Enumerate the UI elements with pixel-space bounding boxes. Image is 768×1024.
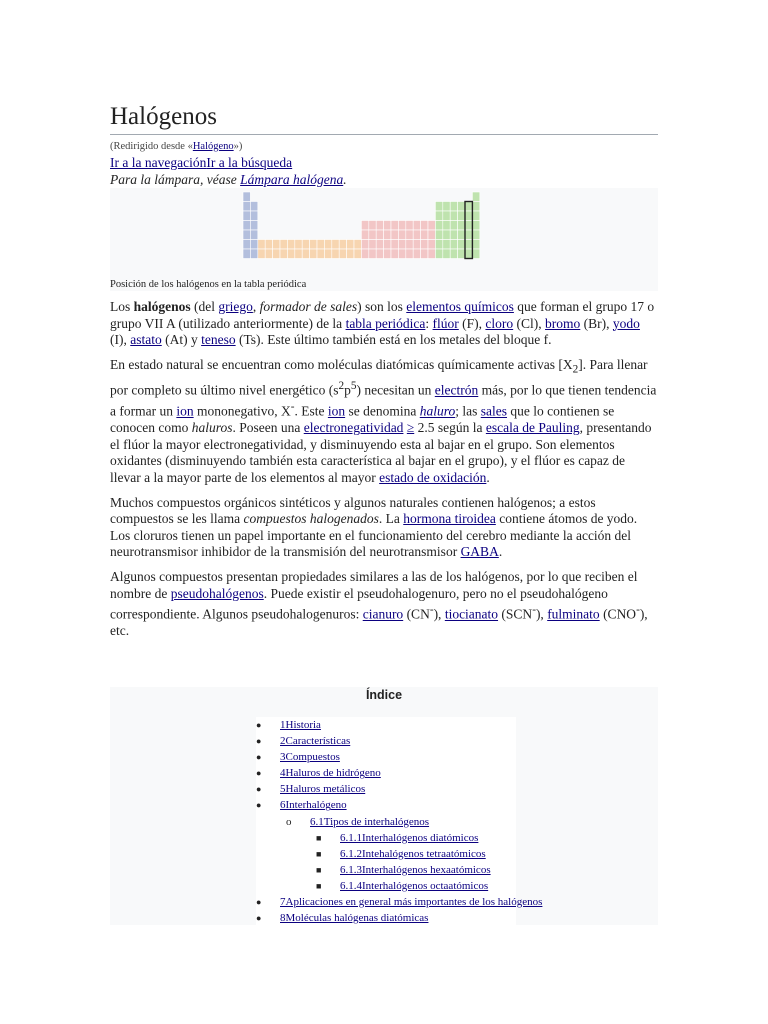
ptable-cell-s bbox=[250, 230, 257, 240]
ptable-cell-p bbox=[458, 230, 465, 240]
toc-link[interactable]: 6.1.3Interhalógenos hexaatómicos bbox=[340, 863, 491, 876]
toc-item[interactable] bbox=[256, 830, 516, 846]
ptable-cell-p bbox=[458, 221, 465, 231]
ptable-cell-p bbox=[465, 240, 472, 250]
table-of-contents bbox=[110, 687, 658, 925]
toc-item[interactable] bbox=[256, 717, 516, 733]
toc-bullet: ● bbox=[256, 736, 262, 747]
redirect-link[interactable]: Halógeno bbox=[192, 141, 234, 152]
toc-item[interactable] bbox=[256, 814, 516, 830]
jump-links bbox=[110, 155, 292, 171]
ptable-cell-d bbox=[376, 240, 383, 250]
ptable-cell-f bbox=[280, 249, 287, 259]
ptable-cell-d bbox=[391, 230, 398, 240]
ptable-cell-f bbox=[317, 240, 324, 250]
ptable-cell-p bbox=[465, 211, 472, 221]
toc-list bbox=[256, 717, 543, 926]
ptable-cell-d bbox=[369, 230, 376, 240]
link-ion[interactable]: ion bbox=[176, 403, 194, 419]
link-elementos-quimicos[interactable]: elementos químicos bbox=[406, 299, 514, 314]
ptable-cell-d bbox=[391, 240, 398, 250]
toc-item[interactable] bbox=[256, 862, 516, 878]
toc-bullet: ● bbox=[256, 897, 262, 908]
ptable-cell-f bbox=[354, 249, 361, 259]
ptable-cell-s bbox=[243, 192, 250, 202]
link-teneso[interactable]: teneso bbox=[201, 332, 236, 348]
ptable-cell-p bbox=[450, 221, 457, 231]
ptable-cell-d bbox=[406, 230, 413, 240]
link-tiocianato[interactable]: tiocianato bbox=[444, 606, 499, 622]
ptable-cell-f bbox=[324, 240, 331, 250]
toc-item[interactable] bbox=[256, 846, 516, 862]
toc-bullet: ■ bbox=[316, 880, 322, 891]
ptable-cell-p bbox=[465, 230, 472, 240]
ptable-cell-d bbox=[421, 221, 428, 231]
toc-link[interactable]: 6.1.2Intehalógenos tetraatómicos bbox=[340, 847, 486, 860]
jump-to-search-link[interactable]: Ir a la búsqueda bbox=[206, 155, 293, 170]
paragraph-intro: Los halógenos (del griego, formador de sales) son los elementos químicos que forman el grupo 17 o grupo VII A (utilizado anteriormente) de la tabla periódica: flúor (F), cloro (Cl), bromo (Br), yodo (I), astato (At) y teneso (Ts). Este último también está en los metales del bloque f. bbox=[110, 299, 655, 348]
periodic-table-image[interactable] bbox=[110, 188, 658, 278]
ptable-cell-d bbox=[398, 249, 405, 259]
toc-link[interactable]: 6.1.1Interhalógenos diatómicos bbox=[340, 831, 479, 844]
ptable-cell-s bbox=[250, 211, 257, 221]
toc-bullet: ● bbox=[256, 752, 262, 763]
ptable-cell-d bbox=[384, 230, 391, 240]
ptable-cell-d bbox=[376, 230, 383, 240]
ptable-cell-p bbox=[472, 192, 479, 202]
ptable-cell-p bbox=[443, 240, 450, 250]
ptable-cell-p bbox=[435, 202, 442, 212]
toc-item[interactable] bbox=[256, 878, 516, 894]
ptable-cell-p bbox=[472, 221, 479, 231]
ptable-cell-d bbox=[428, 240, 435, 250]
link-geq[interactable]: ≥ bbox=[406, 420, 415, 436]
ptable-cell-d bbox=[413, 240, 420, 250]
ptable-cell-d bbox=[384, 221, 391, 231]
ptable-cell-f bbox=[354, 240, 361, 250]
toc-link[interactable]: 6.1.4Interhalógenos octaatómicos bbox=[340, 879, 489, 892]
toc-link[interactable]: 7Aplicaciones en general más importantes de los halógenos bbox=[280, 896, 543, 909]
ptable-cell-p bbox=[458, 240, 465, 250]
ptable-cell-p bbox=[443, 221, 450, 231]
toc-item[interactable] bbox=[256, 797, 516, 813]
link-sales[interactable]: sales bbox=[480, 403, 508, 419]
ptable-cell-f bbox=[273, 249, 280, 259]
toc-bullet: ● bbox=[256, 784, 262, 795]
toc-link[interactable]: 3Compuestos bbox=[280, 751, 340, 764]
ptable-cell-s bbox=[243, 230, 250, 240]
ptable-cell-p bbox=[443, 202, 450, 212]
ptable-cell-p bbox=[450, 230, 457, 240]
ptable-cell-f bbox=[317, 249, 324, 259]
article-body bbox=[110, 299, 658, 648]
toc-bullet: ● bbox=[256, 913, 262, 924]
redirect-notice: (Redirigido desde «Halógeno») bbox=[110, 141, 243, 152]
toc-item[interactable] bbox=[256, 894, 543, 910]
ptable-cell-p bbox=[458, 249, 465, 259]
ptable-cell-d bbox=[413, 230, 420, 240]
ptable-cell-p bbox=[472, 240, 479, 250]
ptable-cell-f bbox=[265, 240, 272, 250]
ptable-cell-d bbox=[391, 249, 398, 259]
ptable-cell-d bbox=[398, 230, 405, 240]
ptable-cell-d bbox=[376, 249, 383, 259]
ptable-cell-d bbox=[361, 230, 368, 240]
link-cloro[interactable]: cloro bbox=[485, 315, 514, 331]
toc-bullet: ● bbox=[256, 720, 262, 730]
ptable-cell-f bbox=[258, 240, 265, 250]
ptable-cell-d bbox=[384, 240, 391, 250]
page-title: Halógenos bbox=[110, 102, 658, 135]
ptable-cell-f bbox=[332, 249, 339, 259]
ptable-cell-p bbox=[450, 240, 457, 250]
ptable-cell-f bbox=[324, 249, 331, 259]
ptable-cell-p bbox=[450, 211, 457, 221]
ptable-cell-p bbox=[435, 240, 442, 250]
paragraph-pseudohalogens: Algunos compuestos presentan propiedades similares a las de los halógenos, por lo que reciben el nombre de pseudohalógenos. Puede existir el pseudohalogenuro, pero no el pseudohalógeno correspondiente. Algunos pseudohalogenuros: cianuro (CN-), tiocianato (SCN-), fulminato (CNO-), etc. bbox=[110, 569, 648, 639]
paragraph-compounds: Muchos compuestos orgánicos sintéticos y algunos naturales contienen halógenos; a estos compuestos se les llama compuestos halogenados. La hormona tiroidea contiene átomos de yodo. Los cloruros tienen un papel importante en el funcionamiento del cerebro mediante la acción del neurotransmisor inhibidor de la transmisión del neurotransmisor GABA. bbox=[110, 494, 638, 560]
ptable-cell-d bbox=[428, 230, 435, 240]
hatnote: Para la lámpara, véase Lámpara halógena. bbox=[110, 172, 347, 187]
ptable-cell-d bbox=[391, 221, 398, 231]
ptable-cell-f bbox=[265, 249, 272, 259]
ptable-cell-f bbox=[295, 249, 302, 259]
ptable-cell-s bbox=[250, 202, 257, 212]
ptable-cell-f bbox=[310, 249, 317, 259]
toc-bullet: ■ bbox=[316, 832, 322, 843]
ptable-cell-d bbox=[369, 221, 376, 231]
link-fulminato[interactable]: fulminato bbox=[547, 606, 600, 622]
paragraph-natural-state: En estado natural se encuentran como moléculas diatómicas químicamente activas $[X_2]$. Para llenar por completo su último nivel energético $(s^2p^5)$ necesitan un electrón más, por lo que tienen tendencia a formar un ion mononegativo, X-. Este ion se denomina haluro; las sales que lo contienen se conocen como haluros. Poseen una electronegatividad ≥ 2.5 según la escala de Pauling, presentando el flúor la mayor electronegatividad, y disminuyendo esta al bajar en el grupo. Son elementos oxidantes (disminuyendo también esta característica al bajar en el grupo), y el flúor es capaz de llevar a la mayor parte de los elementos al mayor estado de oxidación. bbox=[110, 356, 657, 486]
ptable-cell-p bbox=[472, 202, 479, 212]
toc-link[interactable]: 6.1Tipos de interhalógenos bbox=[310, 815, 430, 828]
link-estado-oxidacion[interactable]: estado de oxidación bbox=[379, 470, 487, 486]
ptable-cell-p bbox=[443, 230, 450, 240]
ptable-cell-d bbox=[361, 240, 368, 250]
ptable-cell-f bbox=[287, 240, 294, 250]
link-electron[interactable]: electrón bbox=[434, 382, 479, 398]
ptable-cell-p bbox=[435, 221, 442, 231]
link-pseudohalogenos[interactable]: pseudohalógenos bbox=[170, 585, 264, 601]
ptable-cell-s bbox=[250, 249, 257, 259]
ptable-cell-d bbox=[369, 249, 376, 259]
ptable-cell-s bbox=[243, 211, 250, 221]
ptable-cell-p bbox=[465, 221, 472, 231]
ptable-cell-d bbox=[361, 249, 368, 259]
toc-item[interactable] bbox=[256, 733, 516, 749]
ptable-cell-s bbox=[250, 221, 257, 231]
jump-to-navigation-link[interactable]: Ir a la navegación bbox=[110, 155, 207, 170]
ptable-cell-f bbox=[347, 249, 354, 259]
ptable-cell-d bbox=[421, 249, 428, 259]
toc-bullet: ■ bbox=[316, 848, 322, 859]
hatnote-link[interactable]: Lámpara halógena bbox=[240, 172, 344, 187]
ptable-cell-s bbox=[243, 202, 250, 212]
ptable-cell-p bbox=[443, 249, 450, 259]
ptable-cell-f bbox=[339, 240, 346, 250]
ptable-cell-p bbox=[443, 211, 450, 221]
ptable-cell-p bbox=[435, 230, 442, 240]
toc-bullet: ● bbox=[256, 800, 262, 811]
link-tabla-periodica[interactable]: tabla periódica bbox=[345, 315, 426, 331]
toc-title: Índice bbox=[365, 688, 403, 702]
link-escala-pauling[interactable]: escala de Pauling bbox=[485, 420, 580, 436]
toc-link[interactable]: 6Interhalógeno bbox=[280, 799, 347, 812]
ptable-cell-f bbox=[295, 240, 302, 250]
toc-item[interactable] bbox=[256, 781, 516, 797]
ptable-cell-d bbox=[406, 249, 413, 259]
ptable-cell-d bbox=[369, 240, 376, 250]
link-yodo[interactable]: yodo bbox=[612, 315, 640, 331]
ptable-cell-p bbox=[435, 249, 442, 259]
periodic-table-figure bbox=[110, 188, 658, 291]
toc-item[interactable] bbox=[256, 910, 516, 926]
ptable-cell-d bbox=[421, 230, 428, 240]
ptable-cell-d bbox=[398, 240, 405, 250]
ptable-cell-p bbox=[465, 249, 472, 259]
ptable-cell-p bbox=[472, 211, 479, 221]
toc-bullet: ● bbox=[256, 768, 262, 779]
link-astato[interactable]: astato bbox=[130, 332, 162, 348]
ptable-cell-p bbox=[465, 202, 472, 212]
ptable-cell-p bbox=[450, 249, 457, 259]
ptable-cell-f bbox=[258, 249, 265, 259]
ptable-cell-s bbox=[250, 240, 257, 250]
ptable-cell-s bbox=[243, 240, 250, 250]
ptable-cell-f bbox=[302, 249, 309, 259]
ptable-cell-p bbox=[450, 202, 457, 212]
link-cianuro[interactable]: cianuro bbox=[362, 606, 404, 622]
ptable-cell-p bbox=[458, 211, 465, 221]
ptable-cell-d bbox=[421, 240, 428, 250]
toc-link[interactable]: 4Haluros de hidrógeno bbox=[280, 767, 381, 780]
ptable-cell-p bbox=[472, 249, 479, 259]
ptable-cell-s bbox=[243, 221, 250, 231]
link-ion-2[interactable]: ion bbox=[327, 403, 346, 419]
ptable-cell-f bbox=[273, 240, 280, 250]
toc-link[interactable]: 1Historia bbox=[280, 719, 321, 731]
link-gaba[interactable]: GABA bbox=[460, 544, 499, 560]
ptable-cell-d bbox=[384, 249, 391, 259]
ptable-cell-f bbox=[302, 240, 309, 250]
ptable-cell-p bbox=[458, 202, 465, 212]
ptable-cell-d bbox=[398, 221, 405, 231]
toc-item[interactable] bbox=[256, 749, 516, 765]
ptable-cell-d bbox=[376, 221, 383, 231]
link-electronegatividad[interactable]: electronegatividad bbox=[303, 420, 404, 436]
ptable-cell-d bbox=[413, 249, 420, 259]
link-hormona-tiroidea[interactable]: hormona tiroidea bbox=[403, 511, 496, 527]
ptable-cell-d bbox=[428, 249, 435, 259]
ptable-cell-s bbox=[243, 249, 250, 259]
toc-item[interactable] bbox=[256, 765, 516, 781]
link-fluor[interactable]: flúor bbox=[432, 315, 459, 331]
figure-caption: Posición de los halógenos en la tabla periódica bbox=[110, 279, 307, 290]
toc-link[interactable]: 8Moléculas halógenas diatómicas bbox=[280, 912, 429, 925]
toc-link[interactable]: 2Características bbox=[280, 735, 351, 748]
link-bromo[interactable]: bromo bbox=[545, 315, 581, 331]
toc-link[interactable]: 5Haluros metálicos bbox=[280, 783, 366, 796]
link-haluro[interactable]: haluro bbox=[419, 403, 456, 419]
ptable-cell-p bbox=[435, 211, 442, 221]
ptable-cell-f bbox=[280, 240, 287, 250]
ptable-cell-d bbox=[361, 221, 368, 231]
ptable-cell-f bbox=[332, 240, 339, 250]
ptable-cell-d bbox=[406, 240, 413, 250]
ptable-cell-p bbox=[472, 230, 479, 240]
ptable-cell-f bbox=[347, 240, 354, 250]
link-griego[interactable]: griego bbox=[218, 299, 253, 314]
ptable-cell-d bbox=[406, 221, 413, 231]
ptable-cell-d bbox=[428, 221, 435, 231]
toc-bullet: o bbox=[286, 815, 292, 828]
ptable-cell-f bbox=[287, 249, 294, 259]
ptable-cell-f bbox=[339, 249, 346, 259]
ptable-cell-d bbox=[413, 221, 420, 231]
ptable-cell-f bbox=[310, 240, 317, 250]
toc-bullet: ■ bbox=[316, 864, 322, 875]
